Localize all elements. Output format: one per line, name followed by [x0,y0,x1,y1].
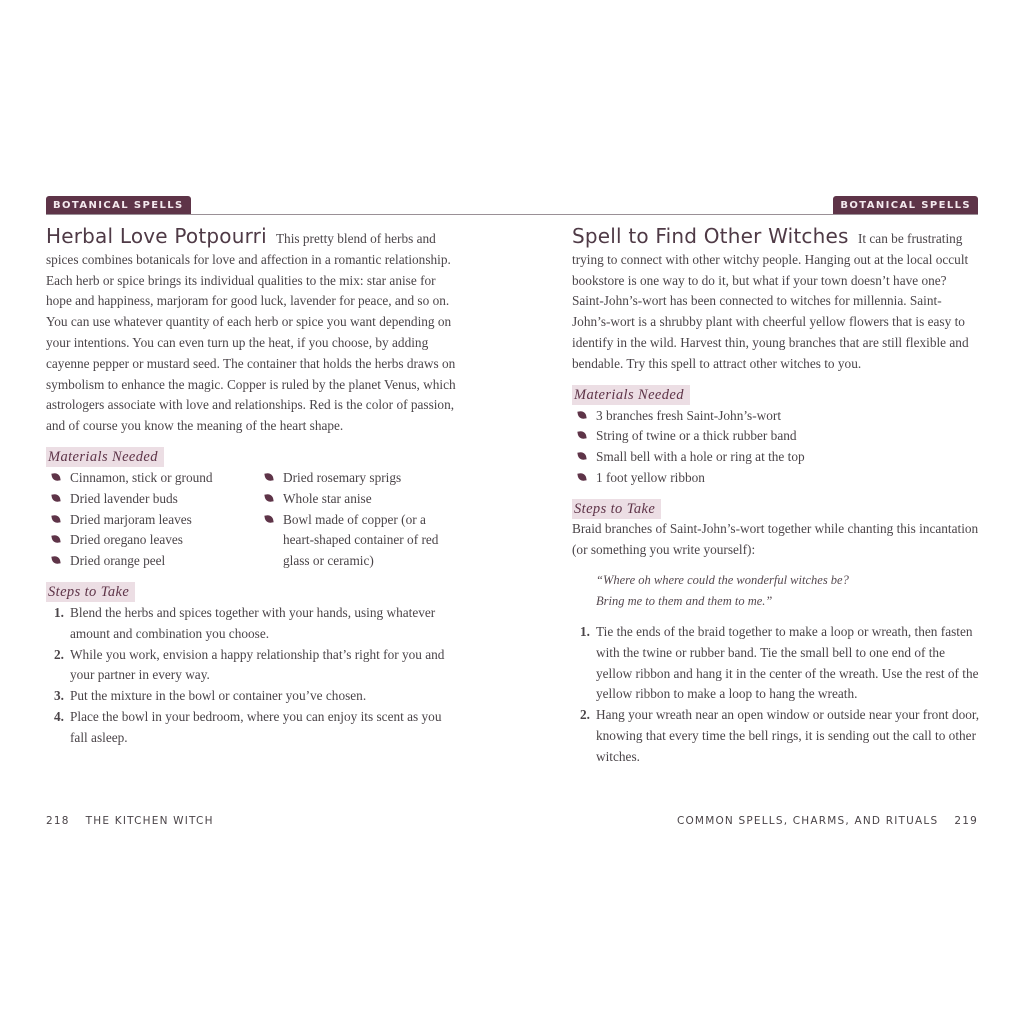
section-tab-right: BOTANICAL SPELLS [833,196,978,215]
right-intro-text: It can be frustrating trying to connect with other witchy people. Hanging out at the local occult bookstore is one way to do it, but what if your town doesn’t have one? Saint-John’s-wort has been connected to witches for millennia. Saint-John’s-wort is a shrubby plant with cheerful yellow flowers that is easy to identify in the wild. Harvest thin, young branches that are still flexible and bendable. Try this spell to attract other witches to you. [572,231,969,371]
leaf-bullet-icon [51,514,60,523]
quote-line-1: “Where oh where could the wonderful witches be? [596,573,849,588]
left-steps-heading: Steps to Take [46,582,135,602]
leaf-bullet-icon [577,431,586,440]
list-item: Dried oregano leaves [46,530,259,551]
list-item: Small bell with a hole or ring at the top [572,447,980,468]
list-item: Whole star anise [259,489,449,510]
list-item: 3. Put the mixture in the bowl or container you’ve chosen. [54,688,367,704]
left-page-footer [46,815,214,827]
left-materials-heading: Materials Needed [46,447,164,467]
right-materials-list [572,406,980,489]
list-item: Cinnamon, stick or ground [46,468,259,489]
right-running-title: COMMON SPELLS, CHARMS, AND RITUALS [676,815,939,827]
section-tab-left: BOTANICAL SPELLS [46,196,191,215]
left-page-number: 218 [46,815,70,827]
right-steps-list [572,622,980,768]
list-item: 2. While you work, envision a happy relationship that’s right for you and your partner in every way. [54,646,445,683]
left-running-title: THE KITCHEN WITCH [85,815,214,827]
left-materials-list [46,467,456,572]
leaf-bullet-icon [577,472,586,481]
list-item: 3 branches fresh Saint-John’s-wort [572,406,980,427]
list-item: Dried rosemary sprigs [259,468,449,489]
left-spell-title: Herbal Love Potpourri [46,224,267,248]
right-page [572,226,980,768]
right-materials-heading: Materials Needed [572,385,690,405]
list-item: Dried orange peel [46,551,259,572]
left-intro-paragraph [46,226,456,437]
list-item: 1. Blend the herbs and spices together with your hands, using whatever amount and combination you choose. [54,604,436,641]
left-intro-text: This pretty blend of herbs and spices combines botanicals for love and affection in a romantic relationship. Each herb or spice brings its individual qualities to the mix: star anise for hope and happiness, marjoram for good luck, lavender for peace, and so on. You can use whatever quantity of each herb or spice you want depending on your intentions. You can even turn up the heat, if you choose, by adding cayenne pepper or mustard seed. The container that holds the herbs draws on symbolism to enhance the magic. Copper is ruled by the planet Venus, which astrologers associate with love and relationships. Red is the color of passion, and of course you know the meaning of the heart shape. [46,231,456,434]
left-page [46,226,456,749]
leaf-bullet-icon [264,493,273,502]
header-rule [46,214,978,215]
right-page-footer [677,815,978,827]
leaf-bullet-icon [577,452,586,461]
right-page-number: 219 [954,815,978,827]
right-spell-title: Spell to Find Other Witches [572,224,849,248]
incantation-quote [596,570,980,612]
list-item: Dried marjoram leaves [46,510,259,531]
leaf-bullet-icon [51,556,60,565]
list-item: 1 foot yellow ribbon [572,468,980,489]
left-steps-list [46,603,456,749]
list-item: 2. Hang your wreath near an open window or outside near your front door, knowing that every time the bell rings, it is sending out the call to other witches. [580,707,980,764]
leaf-bullet-icon [51,472,60,481]
list-item: 4. Place the bowl in your bedroom, where you can enjoy its scent as you fall asleep. [54,708,442,745]
leaf-bullet-icon [264,472,273,481]
right-intro-paragraph [572,226,980,375]
right-steps-heading: Steps to Take [572,499,661,519]
list-item: Dried lavender buds [46,489,259,510]
list-item: 1. Tie the ends of the braid together to make a loop or wreath, then fasten with the twine or rubber band. Tie the small bell to one end of the yellow ribbon and hang it in the center of the wreath. Use the rest of the yellow ribbon to make a loop to hang the wreath. [580,623,979,702]
leaf-bullet-icon [577,410,586,419]
list-item: String of twine or a thick rubber band [572,426,980,447]
right-steps-intro: Braid branches of Saint-John’s-wort together while chanting this incantation (or something you write yourself): [572,520,979,557]
quote-line-2: Bring me to them and them to me.” [596,594,773,609]
leaf-bullet-icon [264,514,273,523]
leaf-bullet-icon [51,493,60,502]
leaf-bullet-icon [51,535,60,544]
list-item: Bowl made of copper (or a heart-shaped container of red glass or ceramic) [259,510,449,572]
